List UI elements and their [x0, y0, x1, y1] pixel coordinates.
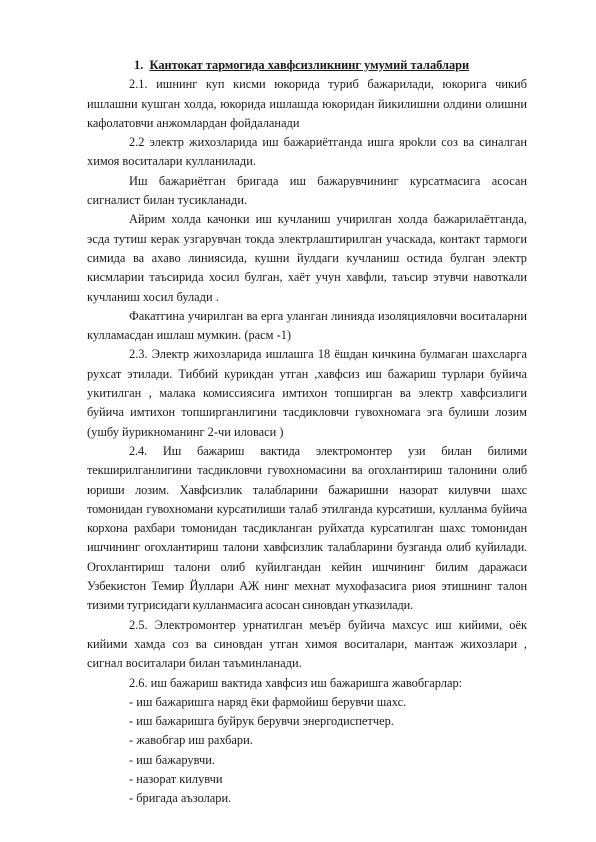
document-body: [87, 56, 527, 809]
section-title: Кантокат тармогида хавфсизликнинг умумий талаблари: [149, 58, 470, 72]
list-item: - жавобгар иш рахбари.: [129, 733, 253, 748]
paragraph-signalist: Иш бажариётган бригада иш бажарувчининг курсатмасига асосан сигналист билан тусикланади.: [87, 173, 527, 208]
paragraph-2-6: 2.6. иш бажариш вактида хавфсиз иш бажаришга жавобгарлар:: [129, 675, 463, 690]
paragraph-grounded-line: Факатгина учирилган ва ерга уланган линияда изоляцияловчи воситаларни кулламасдан ишлаш мумкин. (расм -1): [87, 308, 527, 343]
list-item: - иш бажаришга буйрук берувчи энергодиспетчер.: [129, 714, 394, 729]
list-item: - иш бажаришга наряд ёки фармойиш берувчи шахс.: [129, 694, 407, 709]
paragraph-2-5: 2.5. Электромонтер урнатилган меъёр буйича махсус иш кийими, оёк кийими хамда соз ва синовдан утган химоя воситалари, мантаж жихозлари , сигнал воситалари билан таъминланади.: [87, 617, 527, 671]
list-item: - бригада аъзолари.: [129, 791, 232, 806]
list-item: - назорат килувчи: [129, 771, 223, 786]
responsible-persons-list: [87, 693, 527, 809]
list-item: - иш бажарувчи.: [129, 752, 215, 767]
section-number: 1.: [134, 58, 144, 72]
paragraph-2-3: 2.3. Электр жихозларида ишлашга 18 ёшдан кичкина булмаган шахсларга рухсат этилади. Тиббий курикдан утган ,хавфсиз иш бажариш турлари буйича укитилган , малака комиссиясига имтихон топширган ва электр хавфсизлиги буйича имтихон топширганлигини тасдикловчи гувохномага эга булиши лозим (ушбу йурикномaнинг 2-чи иловаси ): [87, 347, 527, 439]
paragraph-2-2: 2.2 электр жихозларида иш бажариётганда ишга яроkли соз ва синалган химоя воситалари кулланилади.: [87, 135, 527, 169]
section-heading: [87, 56, 527, 75]
paragraph-2-4: 2.4. Иш бажариш вактида электромонтер узи билан билими текширилганлигини тасдикловчи гувохномасини ва огохлантириш талонини олиб юриши лозим. Хавфсизлик талабларини бажаришни назорат килувчи шахс томонидан гувохномани курсатилиши талаб этилганда курсатиши, кулланма буйича корхона рахбари томонидан тасдикланган руйхатда курсатилган шахс томонидан ишчининг огохлантириш талони хавфсизлик талабларини бузганда олиб куйилади. Огохлантириш талони олиб куйилгандан кейин ишчининг билим даражаси Узбекистон Темир Йуллари АЖ нинг мехнат мухофазасига риоя этишнинг талон тизими тугрисидаги кулланмасига асосан синовдан утказилади.: [87, 443, 527, 613]
paragraph-2-1: 2.1. ишнинг куп кисми юкорида туриб бажарилади, юкорига чикиб ишлашни кушган холда, юкорида ишлашда юкоридан йикилишни олдини олишни кафолатовчи анжомлардан фойдаланади: [87, 77, 527, 130]
paragraph-induced-voltage: Айрим холда качонки иш кучланиш учирилган холда бажарилаётганда, эсда тутиш керак узгарувчан токда электрлаштирилган учаскада, контакт тармоги симида ва ахаво линиясида, кушни йулдаги кучланиш остида булган электр кисмларии таъсирида хосил булган, хаёт учун хавфли, таъсир этувчи навоткали кучланиш хосил булади .: [87, 212, 527, 304]
